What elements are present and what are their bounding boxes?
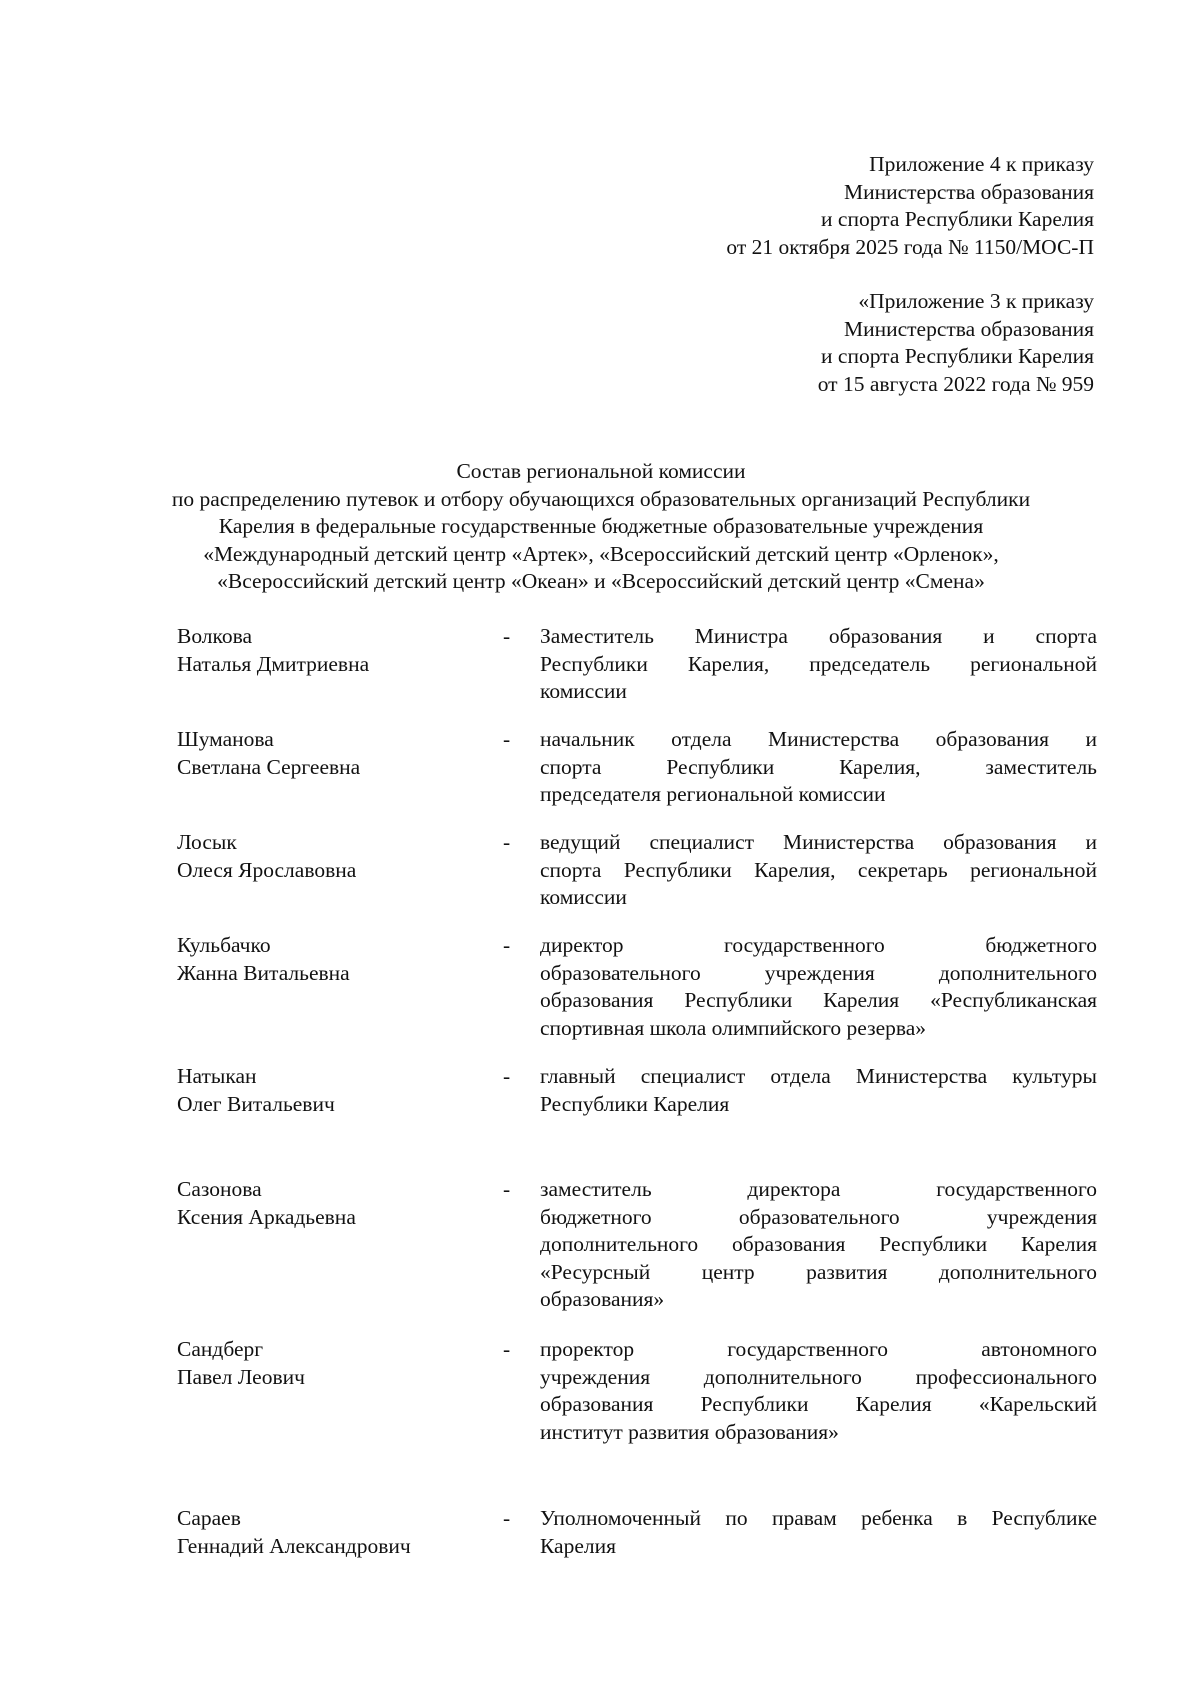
member-surname: Сандберг [177, 1337, 264, 1361]
separator-dash: - [503, 1506, 511, 1530]
role-line: бюджетного образовательного учреждения [540, 1204, 1097, 1229]
role-line: спорта Республики Карелия, заместитель [540, 754, 1097, 779]
member-saraev [0, 1505, 1200, 1558]
role-line: комиссии [540, 885, 627, 909]
role-line: учреждения дополнительного профессионального [540, 1364, 1097, 1389]
member-surname: Шуманова [177, 727, 274, 751]
role-line: спортивная школа олимпийского резерва» [540, 1015, 927, 1040]
member-name [177, 623, 369, 678]
role-line: Республики Карелия, председатель региональной [540, 651, 1097, 676]
member-given-names: Олег Витальевич [177, 1091, 335, 1116]
member-surname: Волкова [177, 624, 253, 648]
member-role [540, 829, 1097, 912]
member-given-names: Ксения Аркадьевна [177, 1204, 356, 1229]
title-line: Состав региональной комиссии [456, 459, 746, 483]
separator-dash: - [503, 1177, 511, 1201]
separator-dash: - [503, 1064, 511, 1088]
role-line: главный специалист отдела Министерства культуры [540, 1064, 1097, 1088]
role-line: институт развития образования» [540, 1419, 839, 1444]
role-line: Заместитель Министра образования и спорта [540, 624, 1097, 648]
role-line: спорта Республики Карелия, секретарь региональной [540, 857, 1097, 882]
role-line: начальник отдела Министерства образования и [540, 727, 1097, 751]
member-role [540, 932, 1097, 1042]
appendix-4-line: Приложение 4 к приказу [869, 152, 1094, 176]
member-shumanova [0, 726, 1200, 806]
member-role [540, 1063, 1097, 1118]
separator-dash: - [503, 727, 511, 751]
role-line: Республики Карелия [540, 1091, 730, 1116]
role-line: Карелия [540, 1533, 617, 1558]
appendix-4-line: Министерства образования [843, 179, 1094, 204]
member-name [177, 932, 350, 987]
member-volkova [0, 623, 1200, 703]
role-line: образования Республики Карелия «Республиканская [540, 988, 1097, 1012]
member-natykan [0, 1063, 1200, 1116]
member-name [177, 1336, 305, 1391]
appendix-3-line: и спорта Республики Карелия [821, 344, 1094, 368]
member-name [177, 1176, 356, 1231]
role-line: образовательного учреждения дополнительного [540, 960, 1097, 985]
title-line: «Всероссийский детский центр «Океан» и «Всероссийский детский центр «Смена» [217, 569, 985, 593]
appendix-3-line: «Приложение 3 к приказу [858, 289, 1094, 313]
member-role [540, 623, 1097, 706]
role-line: образования Республики Карелия «Карельский [540, 1392, 1097, 1416]
member-surname: Лосык [177, 830, 237, 854]
member-name [177, 1063, 335, 1118]
appendix-3-line: от 15 августа 2022 года № 959 [817, 371, 1094, 396]
appendix-4-line: от 21 октября 2025 года № 1150/МОС-П [726, 234, 1094, 259]
member-given-names: Олеся Ярославовна [177, 857, 357, 882]
role-line: председателя региональной комиссии [540, 782, 886, 806]
member-given-names: Светлана Сергеевна [177, 754, 361, 779]
role-line: дополнительного образования Республики Карелия [540, 1232, 1097, 1256]
member-given-names: Наталья Дмитриевна [177, 651, 370, 676]
title-line: «Международный детский центр «Артек», «Всероссийский детский центр «Орленок», [203, 541, 999, 566]
member-losyk [0, 829, 1200, 909]
role-line: образования» [540, 1287, 665, 1311]
separator-dash: - [503, 1337, 511, 1361]
member-name [177, 829, 356, 884]
role-line: «Ресурсный центр развития дополнительного [540, 1259, 1097, 1284]
member-surname: Сазонова [177, 1177, 262, 1201]
member-given-names: Жанна Витальевна [177, 960, 350, 985]
member-role [540, 1176, 1097, 1314]
role-line: заместитель директора государственного [540, 1177, 1097, 1201]
member-given-names: Геннадий Александрович [177, 1533, 411, 1558]
member-sandberg [0, 1336, 1200, 1444]
appendix-4-line: и спорта Республики Карелия [821, 207, 1094, 231]
separator-dash: - [503, 624, 511, 648]
role-line: комиссии [540, 679, 627, 703]
appendix-3-header [818, 288, 1094, 398]
appendix-3-line: Министерства образования [843, 316, 1094, 341]
member-surname: Сараев [177, 1506, 241, 1530]
member-role [540, 1505, 1097, 1560]
role-line: проректор государственного автономного [540, 1337, 1097, 1361]
member-surname: Натыкан [177, 1064, 257, 1088]
member-kulbachko [0, 932, 1200, 1040]
document-title [120, 458, 1082, 596]
separator-dash: - [503, 830, 511, 854]
appendix-4-header [726, 151, 1094, 261]
member-role [540, 726, 1097, 809]
role-line: ведущий специалист Министерства образования и [540, 830, 1097, 854]
member-name [177, 726, 360, 781]
member-role [540, 1336, 1097, 1446]
member-name [177, 1505, 411, 1560]
title-line: Карелия в федеральные государственные бюджетные образовательные учреждения [218, 514, 984, 538]
role-line: директор государственного бюджетного [540, 933, 1097, 957]
member-given-names: Павел Леович [177, 1364, 305, 1389]
title-line: по распределению путевок и отбору обучающихся образовательных организаций Республики [171, 486, 1031, 511]
role-line: Уполномоченный по правам ребенка в Республике [540, 1506, 1097, 1530]
member-surname: Кульбачко [177, 933, 271, 957]
separator-dash: - [503, 933, 511, 957]
member-sazonova [0, 1176, 1200, 1311]
